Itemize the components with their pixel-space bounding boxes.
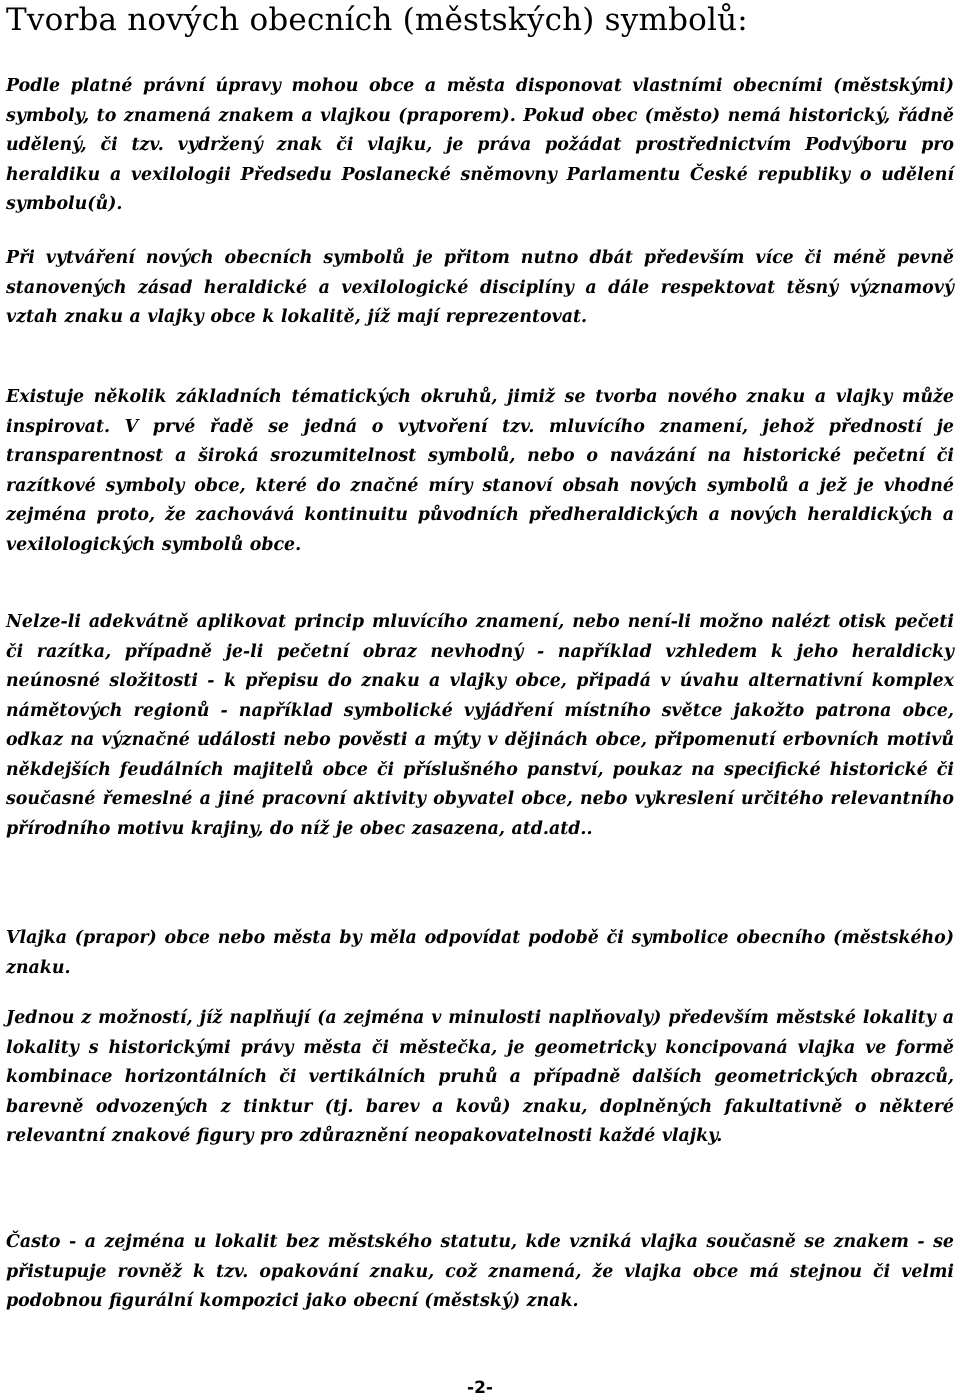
- paragraph-flag-correspondence: Vlajka (prapor) obce nebo města by měla odpovídat podobě či symbolice obecního (městského) znaku.: [6, 928, 954, 978]
- paragraph-principles: Při vytváření nových obecních symbolů je přitom nutno dbát především více či méně pevně stanovených zásad heraldické a vexilologické disciplíny a dále respektovat těsný významový vztah znaku a vlajky obce k lokalitě, jíž mají reprezentovat.: [6, 248, 954, 327]
- paragraph-alternatives: Nelze-li adekvátně aplikovat princip mluvícího znamení, nebo není-li možno nalézt otisk pečeti či razítka, případně je-li pečetní obraz nevhodný - například vzhledem k jeho heraldicky neúnosné složitosti - k přepisu do znaku a vlajky obce, připadá v úvahu alternativní komplex námětových regionů - například symbolické vyjádření místního světce jakožto patrona obce, odkaz na význačné události nebo pověsti a mýty v dějinách obce, připomenutí erbovních motivů někdejších feudálních majitelů obce či příslušného panství, poukaz na specifické historické či současné řemeslné a jiné pracovní aktivity obyvatel obce, nebo vykreslení určitého relevantního přírodního motivu krajiny, do níž je obec zasazena, atd.atd..: [6, 612, 954, 839]
- paragraph-geometric-flag: Jednou z možností, jíž naplňují (a zejména v minulosti naplňovaly) především městské lokality a lokality s historickými právy města či městečka, je geometricky koncipovaná vlajka ve formě kombinace horizontálních či vertikálních pruhů a případně dalších geometrických obrazců, barevně odvozených z tinktur (tj. barev a kovů) znaku, doplněných fakultativně o některé relevantní znakové figury pro zdůraznění neopakovatelnosti každé vlajky.: [6, 1008, 954, 1146]
- paragraph-legal-basis: Podle platné právní úpravy mohou obce a města disponovat vlastními obecními (městskými) symboly, to znamená znakem a vlajkou (praporem). Pokud obec (město) nemá historický, řádně udělený, či tzv. vydržený znak či vlajku, je práva požádat prostřednictvím Podvýboru pro heraldiku a vexilologii Předsedu Poslanecké sněmovny Parlamentu České republiky o udělení symbolu(ů).: [6, 76, 954, 214]
- paragraph-themes: Existuje několik základních tématických okruhů, jimiž se tvorba nového znaku a vlajky může inspirovat. V prvé řadě se jedná o vytvoření tzv. mluvícího znamení, jehož předností je transparentnost a široká srozumitelnost symbolů, nebo o navázání na historické pečetní či razítkové symboly obce, které do značné míry stanoví obsah nových symbolů a jež je vhodné zejména proto, že zachovává kontinuitu původních předheraldických a nových heraldických a vexilologických symbolů obce.: [6, 387, 954, 555]
- page-title: Tvorba nových obecních (městských) symbolů:: [6, 2, 748, 38]
- page-number: -2-: [467, 1378, 493, 1398]
- paragraph-repeating-arms: Často - a zejména u lokalit bez městského statutu, kde vzniká vlajka současně se znakem - se přistupuje rovněž k tzv. opakování znaku, což znamená, že vlajka obce má stejnou či velmi podobnou figurální kompozici jako obecní (městský) znak.: [6, 1232, 954, 1311]
